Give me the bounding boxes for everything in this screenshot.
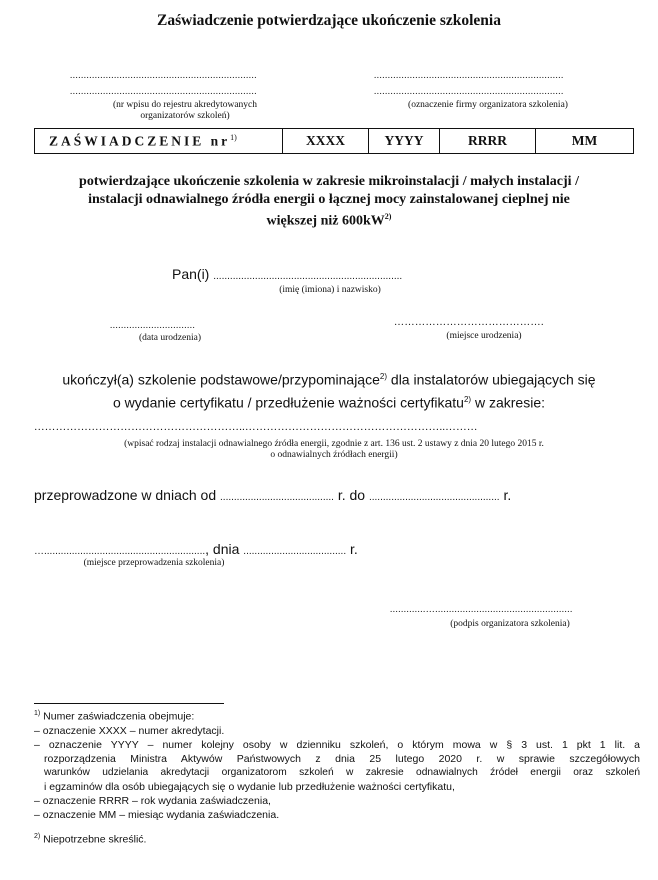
completion-statement (40, 367, 618, 412)
footnote-1-marker: 1) (34, 710, 41, 717)
certificate-label (35, 129, 283, 154)
footnote-item: – oznaczenie RRRR – rok wydania zaświadczenia, (34, 794, 271, 807)
scope-dots: …………………………………………………..………………………………………………..……… (34, 422, 478, 433)
certificate-cell-rrrr: RRRR (440, 129, 536, 154)
certificate-label-text: ZAŚWIADCZENIE nr (49, 133, 231, 149)
registry-number-dots-1: .................................................................... (70, 70, 257, 80)
place-caption: (miejsce przeprowadzenia szkolenia) (83, 558, 225, 568)
subtitle-line-1: potwierdzające ukończenie szkolenia w zakresie mikroinstalacji / małych instalacji / (79, 174, 579, 189)
place-date-dots: ..................................... (243, 546, 347, 557)
scope-caption (34, 439, 634, 461)
footnote-item: rozporządzenia Ministra Aktywów Państwowych z dnia 25 lutego 2020 r. w sprawie szczegółowych (44, 752, 640, 765)
birth-date-caption: (data urodzenia) (139, 333, 201, 343)
certificate-cell-xxxx: XXXX (283, 129, 369, 154)
footnote-item: – oznaczenie YYYY – numer kolejny osoby w dzienniku szkoleń, o którym mowa w § 3 ust. 1 pkt 1 lit. a (34, 738, 640, 751)
footnote-2-marker: 2) (34, 832, 41, 840)
certificate-cell-mm: MM (536, 129, 634, 154)
completion-line-2-a: o wydanie certyfikatu / przedłużenie ważności certyfikatu (113, 394, 464, 411)
footnote-item: – oznaczenie XXXX – numer akredytacji. (34, 724, 225, 737)
name-caption: (imię (imiona) i nazwisko) (279, 285, 381, 295)
organizer-dots-1: ..................................................................... (374, 70, 564, 80)
completion-line-1-a: ukończył(a) szkolenie podstawowe/przypominające (62, 371, 380, 388)
place-date-text: , dnia (205, 541, 240, 557)
footnote-item: i egzaminów dla osób ubiegających się o wydanie lub przedłużenie ważności certyfikatu, (44, 780, 455, 793)
scope-caption-line-1: (wpisać rodzaj instalacji odnawialnego źródła energii, zgodnie z art. 136 ust. 2 ustawy z dnia 20 lutego 2015 r. (124, 439, 544, 449)
birth-date-dots: ............................... (110, 320, 196, 330)
footnote-1-title (34, 707, 640, 724)
footnote-2 (34, 830, 640, 847)
name-label: Pan(i) (172, 266, 210, 282)
name-field (172, 266, 402, 282)
organizer-dots-2: ..................................................................... (374, 86, 564, 96)
certificate-subtitle (40, 173, 618, 230)
registry-number-dots-2: .................................................................... (70, 86, 257, 96)
subtitle-line-3: większej niż 600kW (266, 213, 385, 229)
completion-line-2-b: w zakresie: (471, 394, 545, 411)
completion-line-1 (40, 367, 618, 390)
subtitle-line-2: instalacji odnawialnego źródła energii o łącznej mocy zainstalowanej cieplnej nie (88, 191, 570, 207)
place-date-end: r. (350, 541, 358, 557)
certificate-label-footnote: 1) (230, 132, 237, 142)
footnote-item: warunków udzielania akredytacji organizatorom szkoleń w zakresie odnawialnych źródeł energii oraz szkoleń (44, 766, 640, 778)
birth-place-caption: (miejsce urodzenia) (446, 331, 522, 341)
training-dates-line (34, 487, 511, 503)
document-title: Zaświadczenie potwierdzające ukończenie szkolenia (157, 12, 501, 29)
completion-line-2-sup: 2) (463, 394, 472, 404)
registry-number-caption (70, 100, 300, 122)
place-dots: ….......................................................... (34, 546, 206, 557)
completion-line-1-sup: 2) (379, 372, 388, 381)
footnote-item: – oznaczenie MM – miesiąc wydania zaświadczenia. (34, 808, 280, 821)
subtitle-footnote: 2) (384, 212, 392, 221)
name-dots: .................................................................... (213, 271, 403, 282)
registry-caption-line-1: (nr wpisu do rejestru akredytowanych (112, 100, 258, 110)
birth-place-dots: ……………………………………. (394, 317, 544, 328)
scope-caption-line-2: o odnawialnych źródłach energii) (270, 450, 398, 460)
subtitle-line-3-wrap (40, 208, 618, 230)
footnote-2-text: Niepotrzebne skreślić. (43, 833, 147, 845)
footnotes (34, 707, 640, 846)
organizer-caption: (oznaczenie firmy organizatora szkolenia) (408, 100, 568, 110)
dates-text-end: r. (503, 487, 512, 503)
dates-text-to: r. do (337, 487, 366, 503)
footnote-1-text: Numer zaświadczenia obejmuje: (43, 710, 195, 723)
certificate-number-table (34, 128, 634, 154)
certificate-cell-yyyy: YYYY (369, 129, 440, 154)
completion-line-1-b: dla instalatorów ubiegających się (387, 371, 596, 388)
place-date-line (34, 541, 358, 557)
registry-caption-line-2: organizatorów szkoleń) (140, 111, 230, 121)
dates-dots-to: ............................................... (368, 492, 500, 503)
dates-dots-from: ......................................... (220, 492, 334, 503)
signature-caption: (podpis organizatora szkolenia) (450, 619, 570, 629)
signature-dots: .............….................................................. (390, 604, 573, 614)
footnote-divider (34, 703, 224, 704)
dates-text-from: przeprowadzone w dniach od (34, 487, 217, 503)
completion-line-2 (40, 390, 618, 413)
